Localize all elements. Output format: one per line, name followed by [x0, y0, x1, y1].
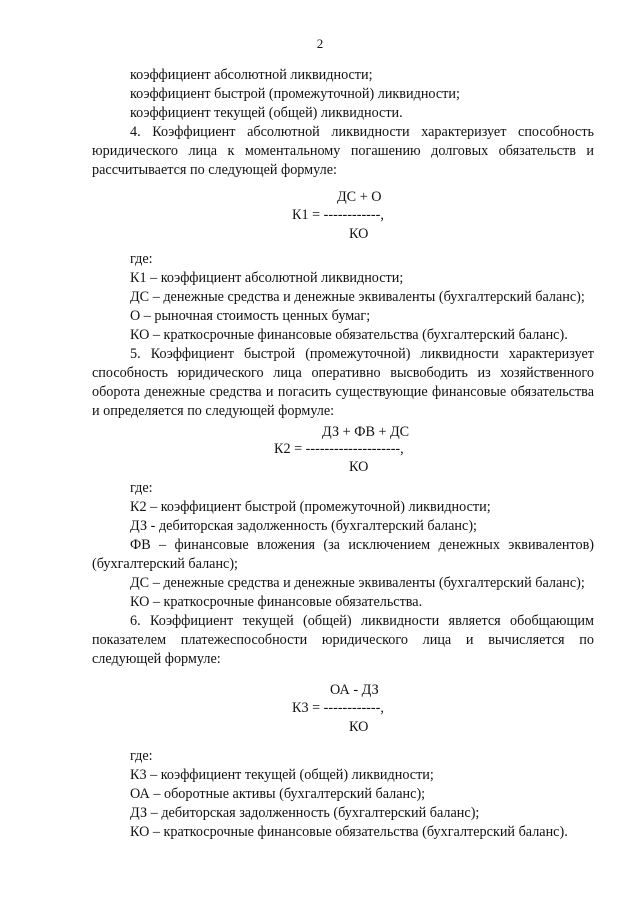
where-label: где:	[130, 251, 153, 267]
formula-k2-denominator: КО	[349, 459, 369, 475]
where-label: где:	[130, 748, 153, 764]
definition-dz: ДЗ - дебиторская задолженность (бухгалтерский баланс);	[130, 518, 477, 534]
section-5-paragraph: 5. Коэффициент быстрой (промежуточной) ликвидности характеризует способность юридического лица оперативно высвободить из хозяйственного оборота денежные средства и погасить существующие финансовые обязательства и определяется по следующей формуле:	[92, 346, 594, 419]
formula-k1-lhs: К1 = ------------,	[292, 207, 384, 223]
formula-k3-lhs: К3 = ------------,	[292, 700, 384, 716]
document-body	[92, 66, 594, 842]
definition-k1: К1 – коэффициент абсолютной ликвидности;	[130, 270, 404, 286]
definition-k2: К2 – коэффициент быстрой (промежуточной) ликвидности;	[130, 499, 491, 515]
formula-k3	[92, 669, 594, 739]
definition-k3: К3 – коэффициент текущей (общей) ликвидности;	[130, 767, 434, 783]
intro-line-1: коэффициент абсолютной ликвидности;	[130, 67, 373, 83]
formula-k1-denominator: КО	[349, 226, 369, 242]
intro-line-2: коэффициент быстрой (промежуточной) ликвидности;	[130, 86, 460, 102]
definition-ds: ДС – денежные средства и денежные эквиваленты (бухгалтерский баланс);	[130, 289, 585, 305]
page-number: 2	[316, 36, 324, 51]
definition-fv: ФВ – финансовые вложения (за исключением денежных эквивалентов) (бухгалтерский баланс);	[92, 537, 594, 572]
formula-k1	[92, 180, 594, 250]
formula-k3-denominator: КО	[349, 719, 369, 735]
section-6-paragraph: 6. Коэффициент текущей (общей) ликвидности является обобщающим показателем платежеспособности юридического лица и вычисляется по следующей формуле:	[92, 613, 594, 667]
section-4-paragraph: 4. Коэффициент абсолютной ликвидности характеризует способность юридического лица к моментальному погашению долговых обязательств и рассчитывается по следующей формуле:	[92, 124, 594, 178]
formula-k3-numerator: ОА - ДЗ	[330, 682, 379, 698]
definition-o: О – рыночная стоимость ценных бумаг;	[130, 308, 371, 324]
intro-line-3: коэффициент текущей (общей) ликвидности.	[130, 105, 403, 121]
definition-ko: КО – краткосрочные финансовые обязательства (бухгалтерский баланс).	[130, 327, 568, 343]
definition-ko: КО – краткосрочные финансовые обязательства (бухгалтерский баланс).	[130, 824, 568, 840]
formula-k2-numerator: ДЗ + ФВ + ДС	[322, 424, 410, 440]
definition-ds: ДС – денежные средства и денежные эквиваленты (бухгалтерский баланс);	[130, 575, 585, 591]
formula-k2-lhs: К2 = --------------------,	[274, 441, 404, 457]
where-label: где:	[130, 480, 153, 496]
formula-k2	[92, 421, 594, 479]
definition-ko: КО – краткосрочные финансовые обязательства.	[130, 594, 423, 610]
definition-dz: ДЗ – дебиторская задолженность (бухгалтерский баланс);	[130, 805, 480, 821]
definition-oa: ОА – оборотные активы (бухгалтерский баланс);	[130, 786, 426, 802]
formula-k1-numerator: ДС + О	[337, 189, 382, 205]
